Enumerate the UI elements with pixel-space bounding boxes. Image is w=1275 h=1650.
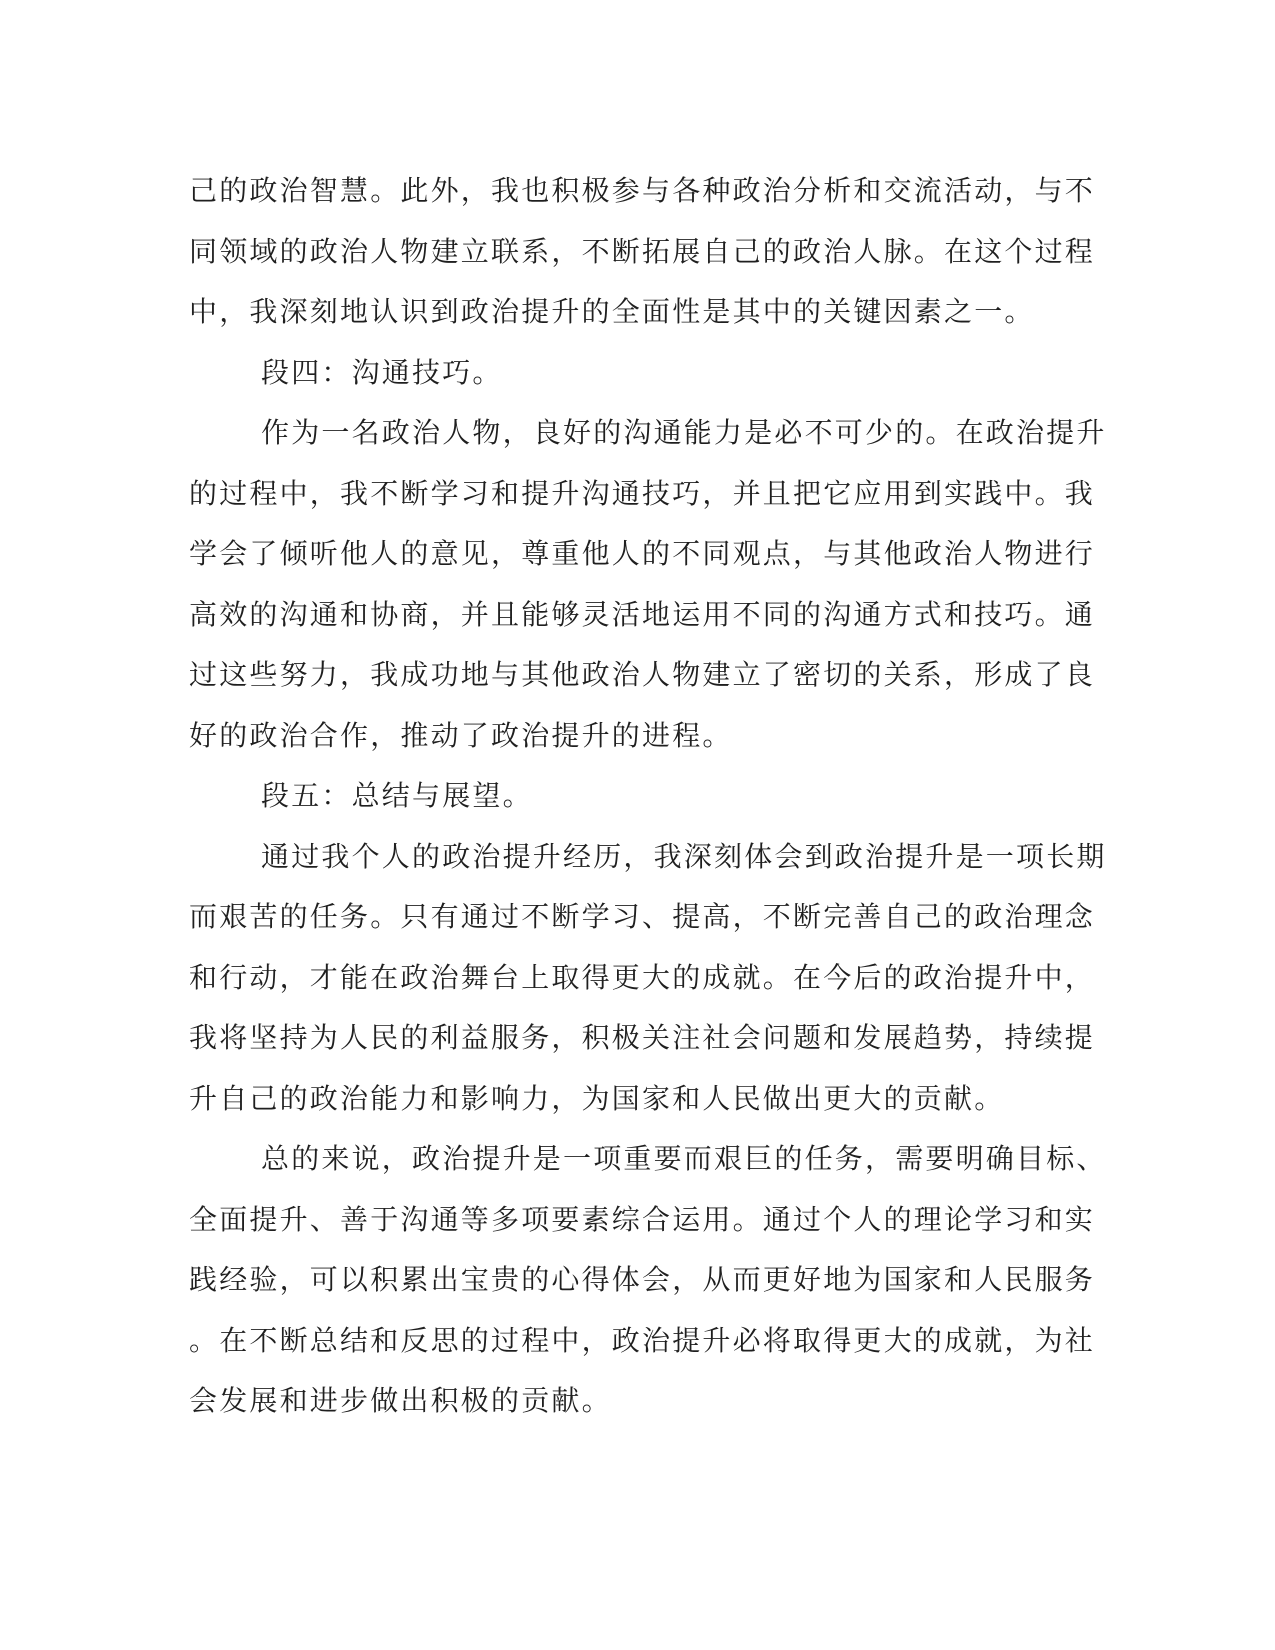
text-line: 高效的沟通和协商，并且能够灵活地运用不同的沟通方式和技巧。通 bbox=[189, 597, 1096, 631]
text-line: 过这些努力，我成功地与其他政治人物建立了密切的关系，形成了良 bbox=[189, 658, 1096, 691]
text-line: 同领域的政治人物建立联系，不断拓展自己的政治人脉。在这个过程 bbox=[189, 234, 1096, 268]
text-line: 升自己的政治能力和影响力，为国家和人民做出更大的贡献。 bbox=[189, 1081, 1005, 1115]
text-line: 践经验，可以积累出宝贵的心得体会，从而更好地为国家和人民服务 bbox=[189, 1263, 1096, 1296]
text-line: 。在不断总结和反思的过程中，政治提升必将取得更大的成就，为社 bbox=[189, 1323, 1096, 1357]
section-heading-5: 段五：总结与展望。 bbox=[261, 779, 533, 812]
text-line: 己的政治智慧。此外，我也积极参与各种政治分析和交流活动，与不 bbox=[189, 174, 1096, 207]
text-line: 学会了倾听他人的意见，尊重他人的不同观点，与其他政治人物进行 bbox=[189, 537, 1096, 570]
text-line: 作为一名政治人物，良好的沟通能力是必不可少的。在政治提升 bbox=[261, 416, 1107, 449]
text-line: 我将坚持为人民的利益服务，积极关注社会问题和发展趋势，持续提 bbox=[189, 1021, 1096, 1054]
text-line: 中，我深刻地认识到政治提升的全面性是其中的关键因素之一。 bbox=[189, 295, 1035, 328]
text-line: 全面提升、善于沟通等多项要素综合运用。通过个人的理论学习和实 bbox=[189, 1202, 1096, 1236]
text-line: 好的政治合作，推动了政治提升的进程。 bbox=[189, 718, 733, 752]
section-heading-4: 段四：沟通技巧。 bbox=[261, 355, 503, 389]
text-line: 通过我个人的政治提升经历，我深刻体会到政治提升是一项长期 bbox=[261, 839, 1107, 873]
text-line: 会发展和进步做出积极的贡献。 bbox=[189, 1384, 612, 1417]
text-line: 而艰苦的任务。只有通过不断学习、提高，不断完善自己的政治理念 bbox=[189, 900, 1096, 933]
text-line: 的过程中，我不断学习和提升沟通技巧，并且把它应用到实践中。我 bbox=[189, 476, 1096, 510]
document-body bbox=[189, 161, 1107, 1432]
text-line: 和行动，才能在政治舞台上取得更大的成就。在今后的政治提升中， bbox=[189, 960, 1096, 994]
text-line: 总的来说，政治提升是一项重要而艰巨的任务，需要明确目标、 bbox=[261, 1142, 1107, 1175]
